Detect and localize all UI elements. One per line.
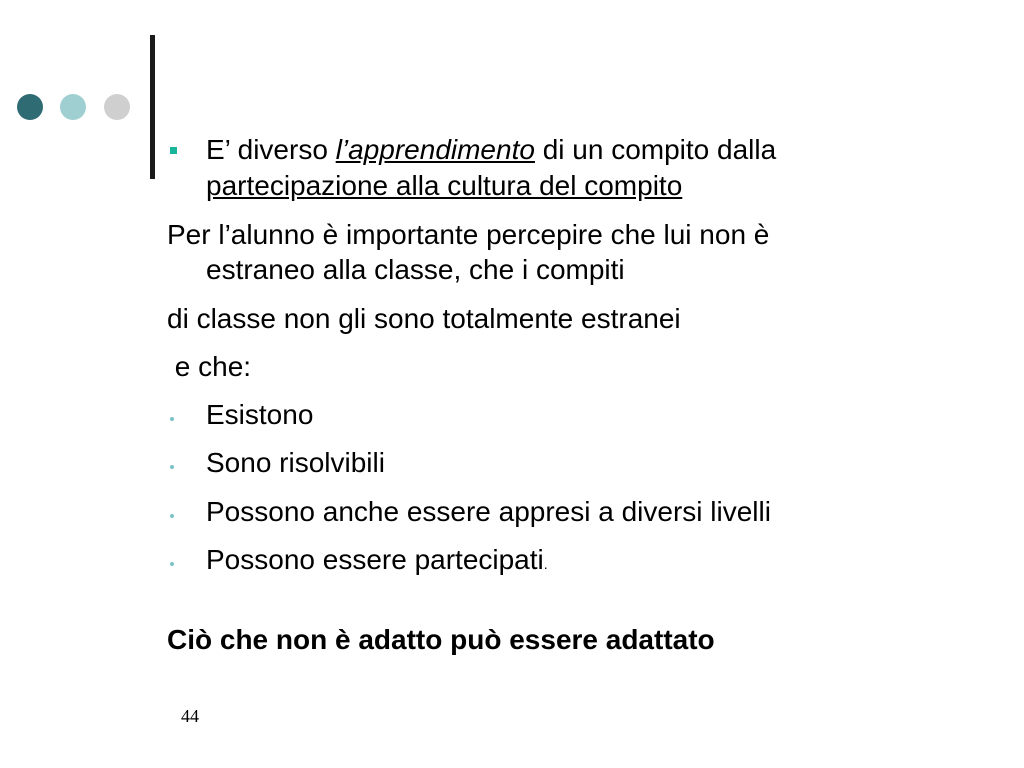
bullet-1-prefix: E’ diverso [206,134,336,165]
paragraph-3: e che: [167,351,252,382]
list-item: Possono anche essere appresi a diversi livelli [206,496,771,527]
bullet-1-underlined: partecipazione alla cultura del compito [206,170,683,201]
list-item-4 [206,543,548,581]
decorative-vertical-bar [150,35,155,179]
paragraph-2: di classe non gli sono totalmente estranei [167,303,681,334]
round-bullet-icon [170,514,174,518]
paragraph-1-line-2: estraneo alla classe, che i compiti [206,254,625,285]
list-item: Sono risolvibili [206,447,385,478]
decorative-dot-light [60,94,86,120]
square-bullet-icon [170,147,177,154]
round-bullet-icon [170,417,174,421]
bullet-1-line-2 [206,169,682,203]
list-item-4-suffix: . [543,556,548,572]
round-bullet-icon [170,465,174,469]
paragraph-1-line-1: Per l’alunno è importante percepire che lui non è [167,219,770,250]
page-number: 44 [181,706,199,726]
bullet-1-emphasis: l’apprendimento [335,134,535,165]
round-bullet-icon [170,562,174,566]
decorative-dot-gray [104,94,130,120]
conclusion: Ciò che non è adatto può essere adattato [167,624,715,655]
bullet-1-middle: di un compito dalla [534,134,777,165]
list-item-4-text: Possono essere partecipati [206,544,544,575]
list-item: Esistono [206,399,314,430]
bullet-1-line-1 [206,133,776,167]
decorative-dot-dark [17,94,43,120]
